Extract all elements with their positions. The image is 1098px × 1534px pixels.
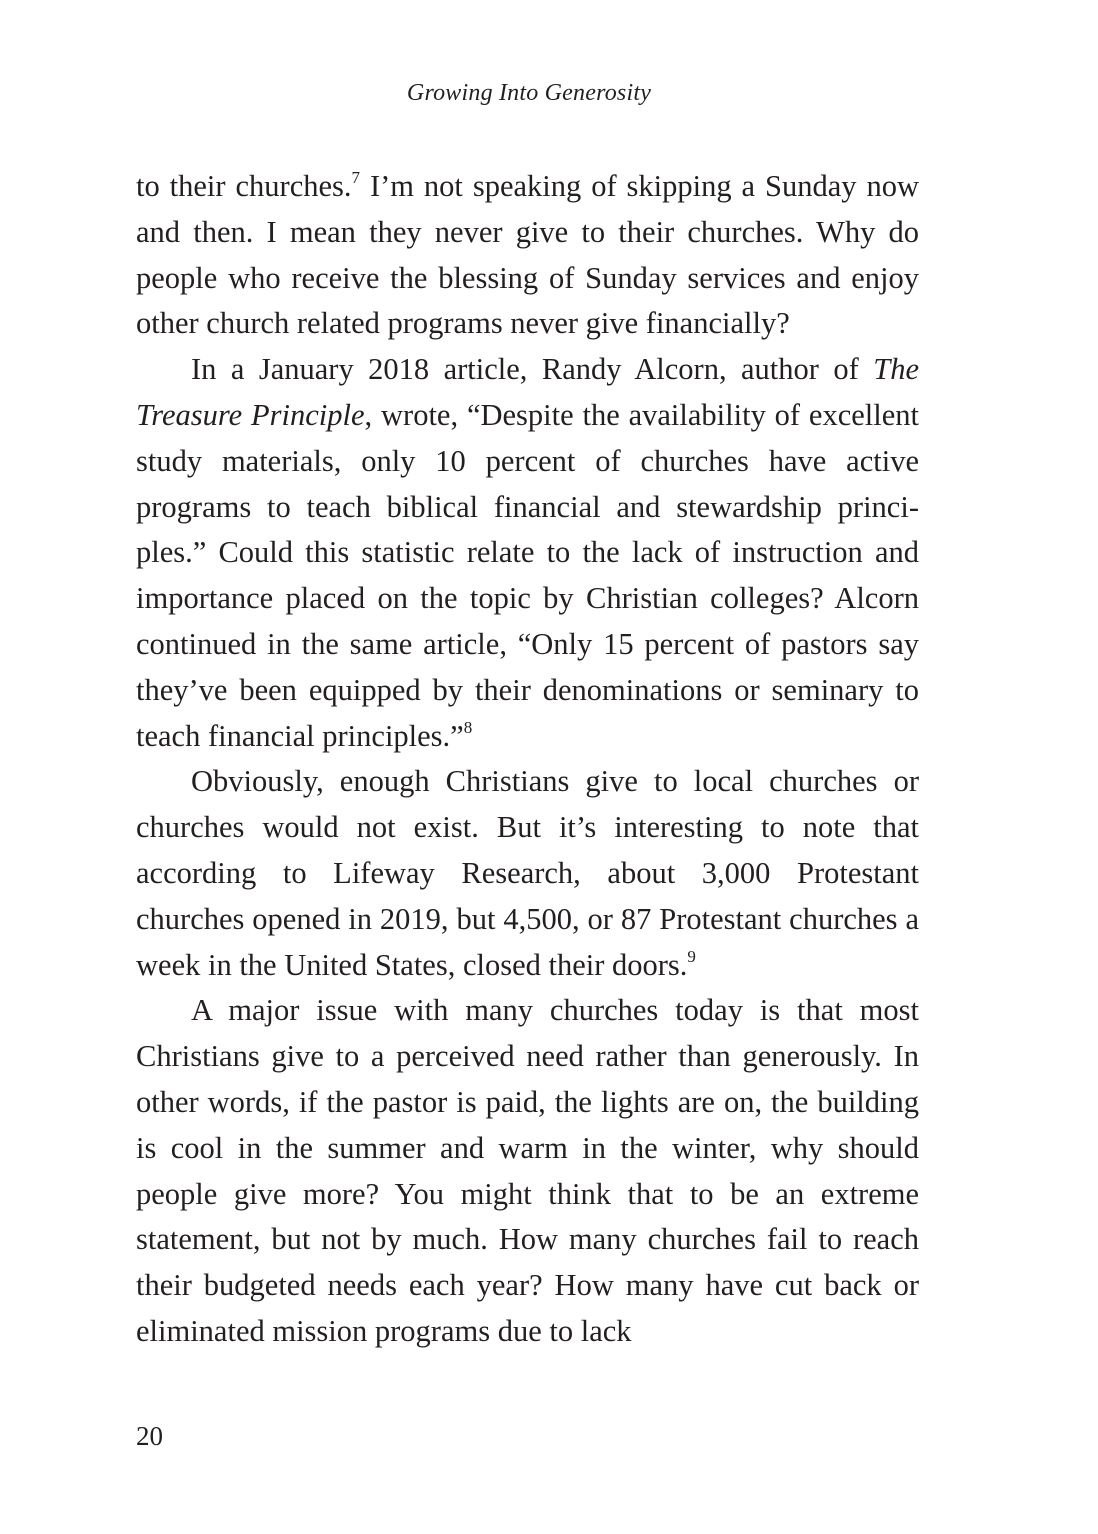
page-number: 20 bbox=[136, 1421, 163, 1451]
body-text bbox=[136, 164, 919, 1355]
paragraph-3-text: Obviously, enough Christians give to local churches or churches would not exist. But it’s interesting to note that according to Lifeway Research, about 3,000 Protestant churches opened in 2019, but 4,500, or 87 Protestant churches a week in the United States, closed their doors. bbox=[136, 764, 919, 982]
paragraph-3 bbox=[136, 759, 919, 988]
book-title: The Treasure Principle bbox=[136, 352, 919, 432]
footnote-ref-8: 8 bbox=[463, 717, 473, 737]
footnote-ref-7: 7 bbox=[351, 168, 361, 187]
running-head-title: Growing Into Generosity bbox=[406, 80, 652, 106]
paragraph-1 bbox=[136, 164, 919, 347]
paragraph-4-text: A major issue with many churches today is that most Christians give to a perceived need rather than generously. In other words, if the pastor is paid, the lights are on, the building is cool in the summer and warm in the winter, why should people give more? You might think that to be an extreme statement, but not by much. How many churches fail to reach their budgeted needs each year? How many have cut back or eliminated mission programs due to lack bbox=[136, 993, 919, 1348]
paragraph-2 bbox=[136, 347, 919, 759]
paragraph-2-text: In a January 2018 article, Randy Alcorn, author of bbox=[191, 352, 874, 387]
paragraph-1-text: to their churches. bbox=[136, 169, 352, 203]
footnote-ref-9: 9 bbox=[687, 946, 696, 966]
paragraph-4 bbox=[136, 988, 919, 1354]
paragraph-1-text-continued: I’m not speaking of skipping a Sunday now and then. I mean they never give to their churches. Why do people who receive the blessing of Sunday services and enjoy other church related programs never give financially? bbox=[136, 169, 919, 341]
paragraph-2-text-continued: , wrote, “Despite the availability of excellent study materials, only 10 percent of churches have active programs to teach biblical financial and stewardship principles.” Could this statistic relate to the lack of instruction and importance placed on the topic by Christian colleges? Alcorn continued in the same article, “Only 15 percent of pastors say they’ve been equipped by their denominations or seminary to teach financial principles.” bbox=[136, 397, 919, 753]
